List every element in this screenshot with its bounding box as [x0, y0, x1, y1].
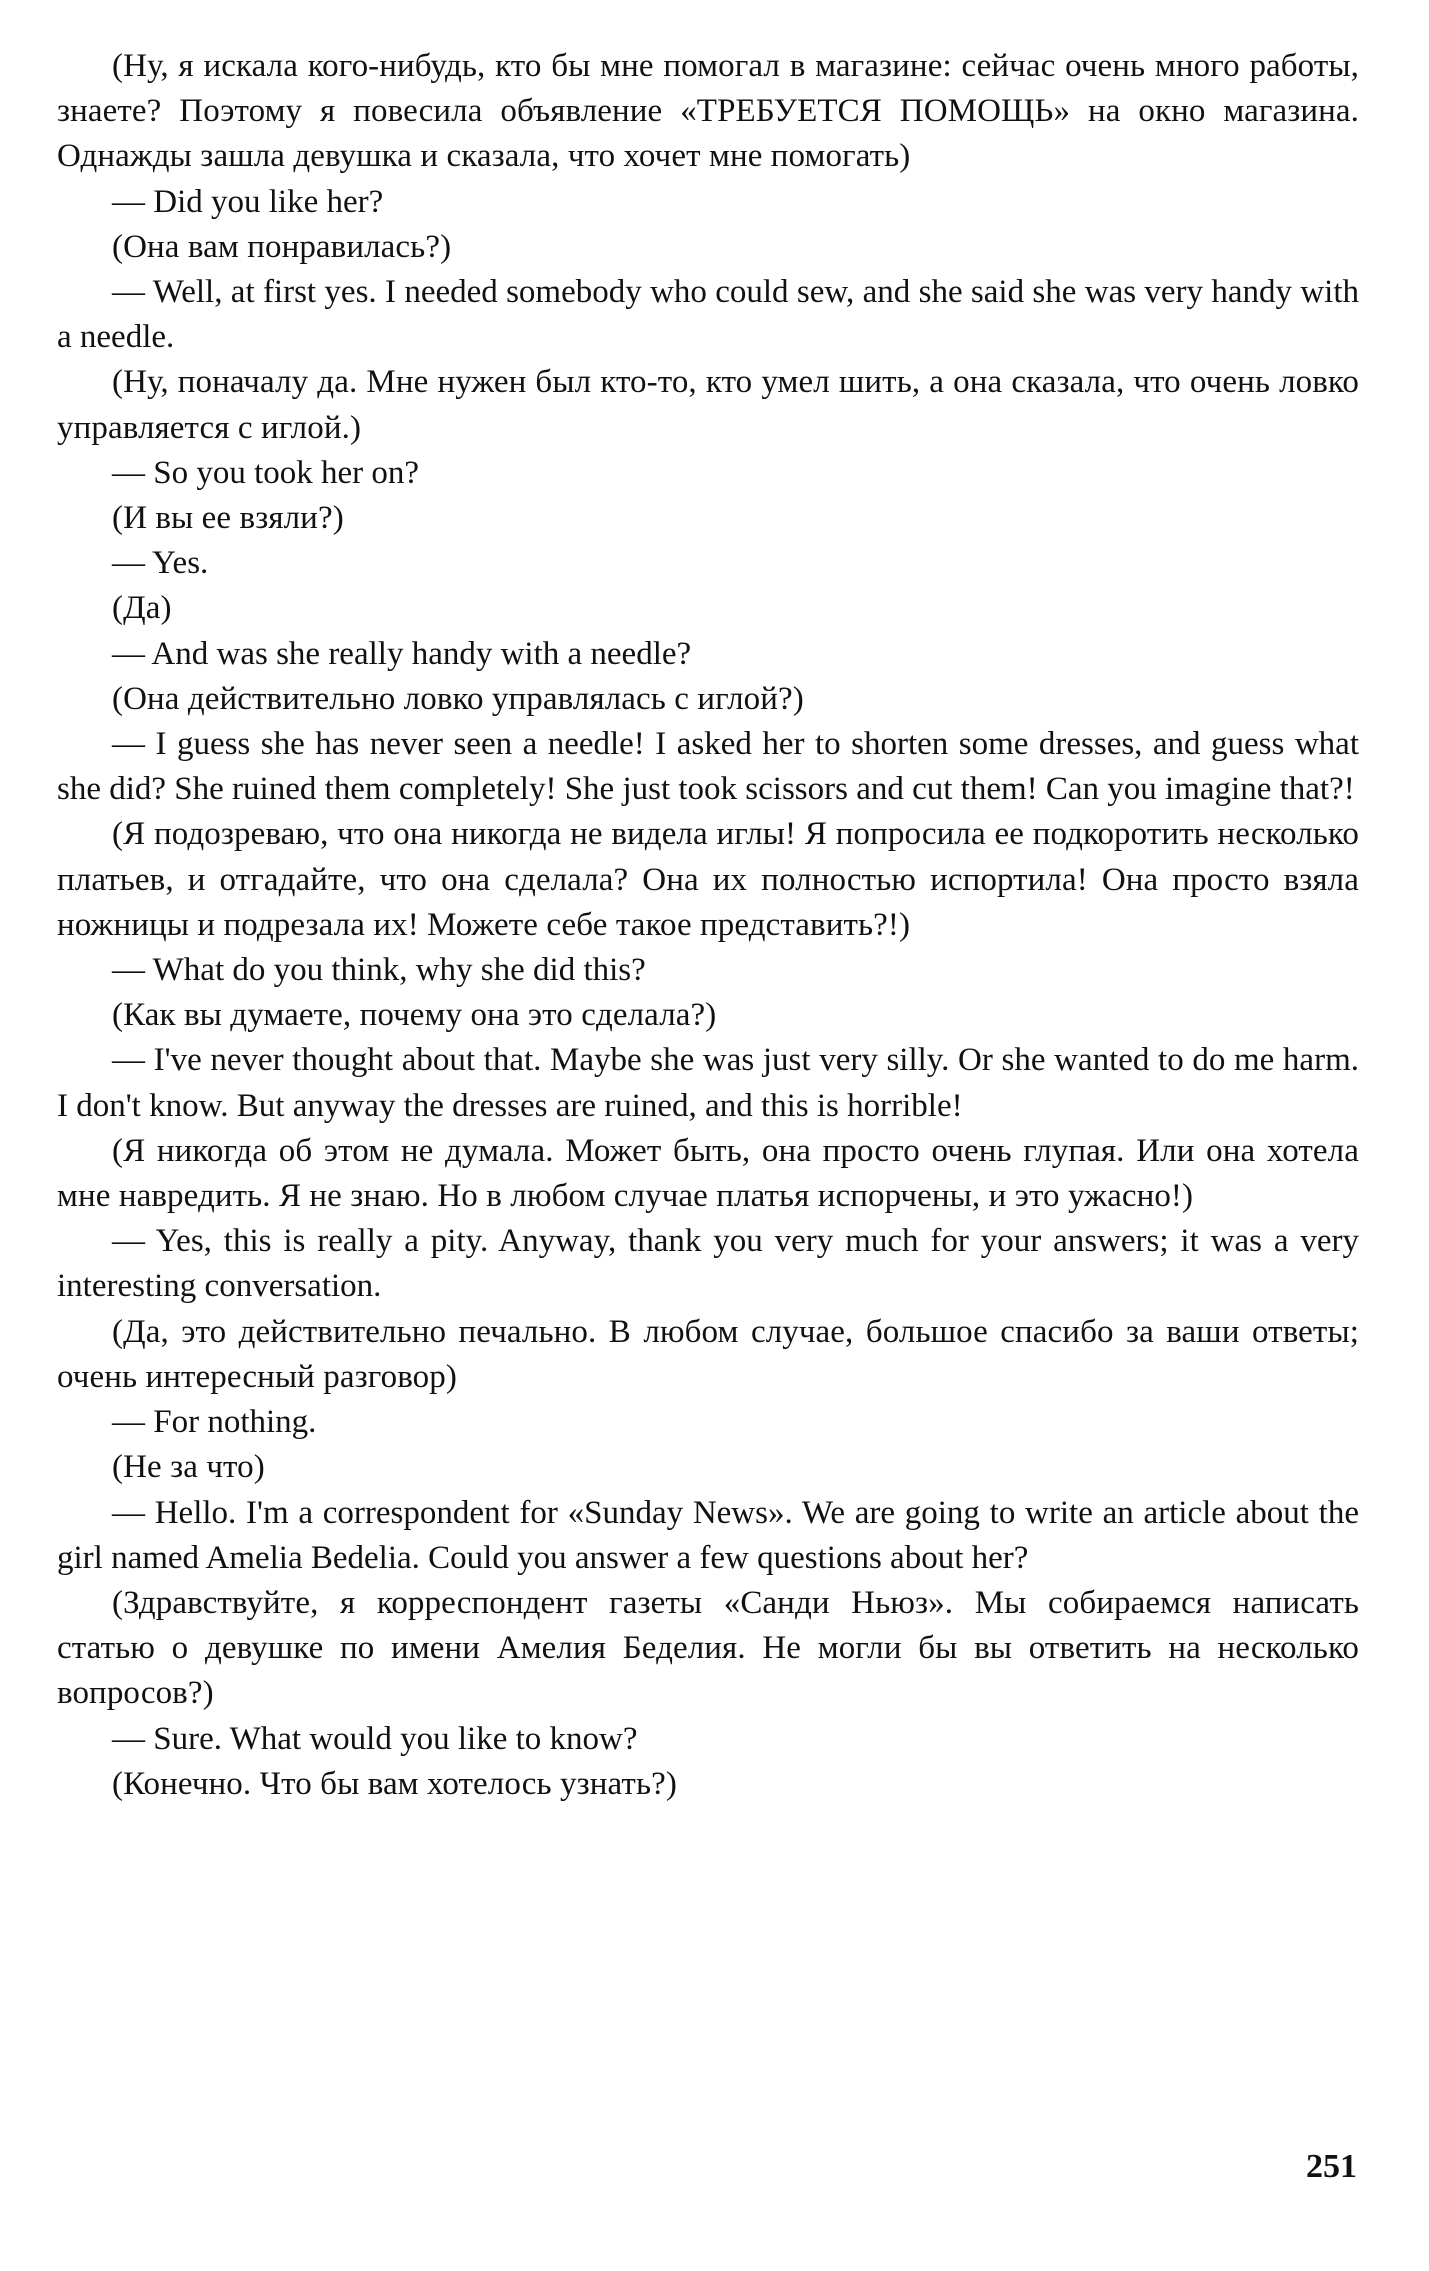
- translation-paragraph: (Не за что): [112, 1449, 265, 1486]
- dialogue-line: — Yes.: [112, 545, 209, 582]
- dialogue-line: — I guess she has never seen a needle! I asked her to shorten some dresses, and guess what she did? She ruined them completely! She just took scissors and cut them! Can you imagine that?!: [57, 726, 1359, 808]
- dialogue-line: — So you took her on?: [112, 454, 420, 491]
- document-body: [57, 44, 1359, 1807]
- dialogue-line: — Yes, this is really a pity. Anyway, thank you very much for your answers; it was a very interesting conversation.: [57, 1223, 1359, 1305]
- dialogue-line: — For nothing.: [112, 1404, 317, 1441]
- translation-paragraph: (Она вам понравилась?): [112, 228, 452, 265]
- translation-paragraph: (Она действительно ловко управлялась с иглой?): [112, 680, 804, 717]
- dialogue-line: — Hello. I'm a correspondent for «Sunday News». We are going to write an article about the girl named Amelia Bedelia. Could you answer a few questions about her?: [57, 1494, 1359, 1576]
- dialogue-line: — What do you think, why she did this?: [112, 952, 646, 989]
- translation-paragraph: (И вы ее взяли?): [112, 500, 344, 537]
- translation-paragraph: (Здравствуйте, я корреспондент газеты «Санди Ньюз». Мы собираемся написать статью о девушке по имени Амелия Беделия. Не могли бы вы ответить на несколько вопросов?): [57, 1584, 1359, 1712]
- translation-paragraph: (Ну, я искала кого-нибудь, кто бы мне помогал в магазине: сейчас очень много работы, знаете? Поэтому я повесила объявление «ТРЕБУЕТСЯ ПОМОЩЬ» на окно магазина. Однажды зашла девушка и сказала, что хочет мне помогать): [57, 48, 1359, 175]
- dialogue-line: — And was she really handy with a needle?: [112, 635, 692, 672]
- dialogue-line: — I've never thought about that. Maybe she was just very silly. Or she wanted to do me harm. I don't know. But anyway the dresses are ruined, and this is horrible!: [57, 1042, 1359, 1124]
- translation-paragraph: (Да): [112, 590, 172, 627]
- dialogue-line: — Sure. What would you like to know?: [112, 1720, 638, 1757]
- translation-paragraph: (Я подозреваю, что она никогда не видела иглы! Я попросила ее подкоротить несколько платьев, и отгадайте, что она сделала? Она их полностью испортила! Она просто взяла ножницы и подрезала их! Можете себе такое представить?!): [57, 816, 1359, 943]
- translation-paragraph: (Как вы думаете, почему она это сделала?): [112, 997, 717, 1034]
- dialogue-line: — Well, at first yes. I needed somebody who could sew, and she said she was very handy with a needle.: [57, 274, 1359, 356]
- dialogue-line: — Did you like her?: [112, 183, 384, 220]
- translation-paragraph: (Конечно. Что бы вам хотелось узнать?): [112, 1765, 677, 1802]
- translation-paragraph: (Ну, поначалу да. Мне нужен был кто-то, кто умел шить, а она сказала, что очень ловко управляется с иглой.): [57, 364, 1359, 446]
- translation-paragraph: (Я никогда об этом не думала. Может быть, она просто очень глупая. Или она хотела мне навредить. Я не знаю. Но в любом случае платья испорчены, и это ужасно!): [57, 1132, 1359, 1215]
- page-number: 251: [1306, 2148, 1357, 2185]
- translation-paragraph: (Да, это действительно печально. В любом случае, большое спасибо за ваши ответы; очень интересный разговор): [57, 1313, 1359, 1395]
